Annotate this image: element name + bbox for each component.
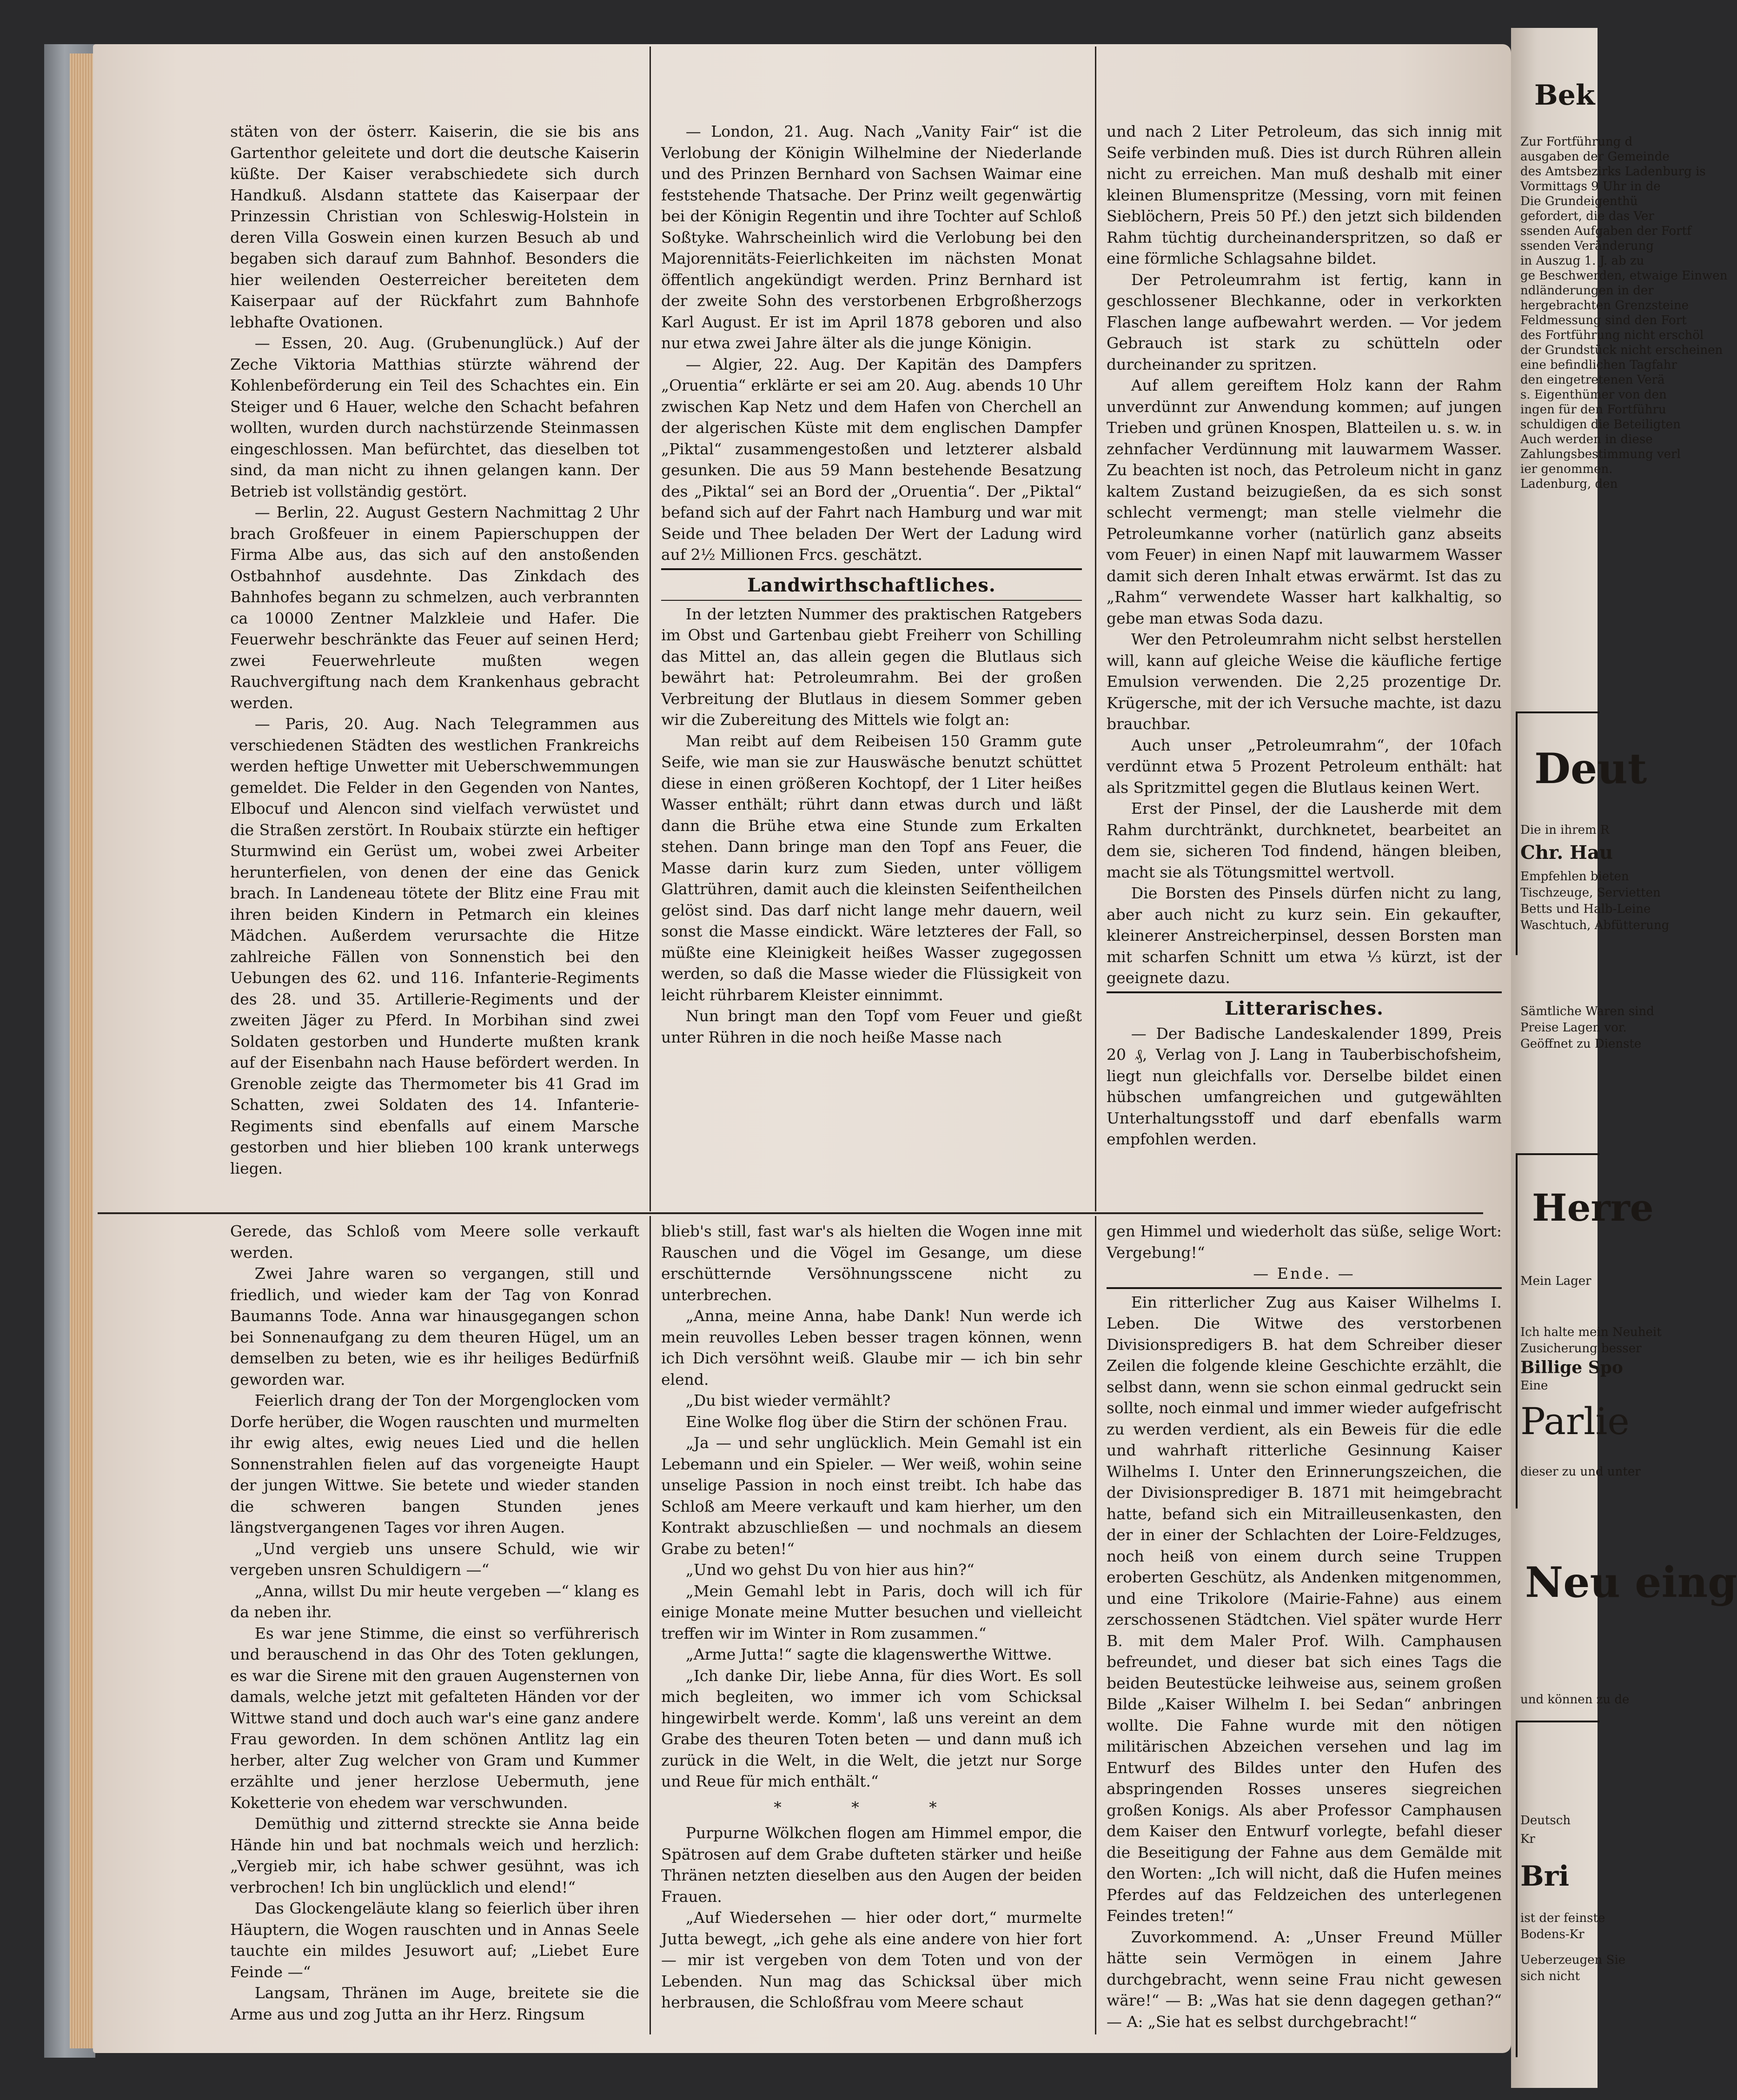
article-paragraph: Auf allem gereiftem Holz kann der Rahm unverdünnt zur Anwendung kommen; auf jungen Trieben und grünen Knospen, Blatteilen u. s. w. in zehnfacher Verdünnung mit lauwarmem Wasser. Zu beachten ist noch, das Petroleum nicht in ganz kaltem Zustand beizugießen, da es sich sonst schlecht vermengt; man stelle vielmehr die Petroleumkanne vorher (natürlich ganz abseits vom Feuer) in einen Napf mit lauwarmem Wasser damit sich deren Inhalt etwas erwärmt. Ist das zu „Rahm“ verwendete Wasser hart kalkhaltig, so gebe man etwas Soda dazu. [1107, 376, 1502, 627]
adjacent-text-line: und können zu de [1520, 1693, 1630, 1707]
adjacent-text-line: Die in ihrem R [1520, 823, 1610, 837]
article-paragraph: In der letzten Nummer des praktischen Ratgebers im Obst und Gartenbau giebt Freiherr von Schilling das Mittel an, das allein gegen die Blutlaus sich bewährt hat: Petroleumrahm. Bei der großen Verbreitung der Blutlaus in diesem Sommer geben wir die Zubereitung des Mittels wie folgt an: [661, 605, 1082, 729]
adjacent-text-line: Zur Fortführung d [1520, 135, 1633, 149]
adjacent-text-line: gefordert, die das Ver [1520, 209, 1654, 223]
adjacent-text-line: Ueberzeugen Sie [1520, 1953, 1626, 1967]
adjacent-text-line: sich nicht [1520, 1969, 1580, 1983]
adjacent-text-line: eine befindlichen Tagfahr [1520, 358, 1677, 372]
adjacent-text-line: Waschtuch, Abfütterung [1520, 918, 1670, 932]
column-3-news [1107, 121, 1502, 1209]
heading-rule [1107, 991, 1502, 993]
story-paragraph: Eine Wolke flog über die Stirn der schönen Frau. [685, 1412, 1068, 1431]
adjacent-text-line: Chr. Hau [1520, 842, 1613, 864]
section-heading-litterarisches: Litterarisches. [1225, 997, 1384, 1019]
adjacent-text-line: der Grundstück nicht erscheinen [1520, 343, 1723, 357]
section-break-stars: * * * [774, 1798, 969, 1816]
adjacent-headline: Neu eing [1525, 1558, 1737, 1607]
story-paragraph: Feierlich drang der Ton der Morgenglocken vom Dorfe herüber, die Wogen rauschten und murmelten ihr ewig altes, ewig neues Lied und die hellen Sonnenstrahlen fielen auf das vorgeneigte Haupt der jungen Wittwe. Sie betete und wieder standen die schweren bangen Stunden jenes längstvergangenen Tages vor ihren Augen. [230, 1391, 639, 1536]
adjacent-text-line: Zusicherung besser [1520, 1342, 1642, 1356]
adjacent-text-line: Mein Lager [1520, 1274, 1591, 1288]
story-paragraph: Demüthig und zitternd streckte sie Anna beide Hände hin und bat nochmals weich und herzlich: „Vergieb mir, ich habe schwer gesühnt, was ich verbrochen! Ich bin unglücklich und elend!“ [230, 1814, 639, 1896]
news-item-london: — London, 21. Aug. Nach „Vanity Fair“ ist die Verlobung der Königin Wilhelmine der Niederlande und des Prinzen Bernhard von Sachsen Waimar eine feststehende Thatsache. Der Prinz weilt gegenwärtig bei der Königin Regentin und ihre Tochter auf Schloß Soßtyke. Wahrscheinlich wird die Verlobung bei den Majorennitäts-Feierlichkeiten im nächsten Monat öffentlich angekündigt werden. Prinz Bernhard ist der zweite Sohn des verstorbenen Erbgroßherzogs Karl August. Er ist im April 1878 geboren und also nur etwa zwei Jahre älter als die junge Königin. [661, 122, 1082, 352]
adjacent-text-line: Betts und Halb-Leine [1520, 902, 1651, 916]
story-paragraph: Es war jene Stimme, die einst so verführerisch und berauschend in das Ohr des Toten geklungen, es war die Sirene mit den grauen Augensternen von damals, welche jetzt mit gefalteten Händen vor der Wittwe stand und doch auch war's eine ganz andere Frau geworden. In dem schönen Antlitz lag ein herber, alter Zug welcher von Gram und Kummer erzählte und jener herzlose Uebermuth, jene Koketterie von ehedem war verschwunden. [230, 1624, 639, 1812]
column-1-story [230, 1221, 639, 2034]
story-paragraph: „Anna, willst Du mir heute vergeben —“ klang es da neben ihr. [230, 1582, 639, 1621]
adjacent-text-line: Tischzeuge, Servietten [1520, 886, 1661, 900]
adjacent-text-line: Zahlungsbestimmung verl [1520, 447, 1681, 461]
adjacent-text-line: Bodens-Kr [1520, 1927, 1585, 1941]
heading-rule [661, 568, 1082, 570]
news-item-paris: — Paris, 20. Aug. Nach Telegrammen aus verschiedenen Städten des westlichen Frankreichs werden heftige Unwetter mit Ueberschwemmungen gemeldet. Die Felder in den Gegenden von Nantes, Elbocuf und Alencon sind vielfach verwüstet und die Straßen zerstört. In Roubaix stürzte ein heftiger Sturmwind ein Gerüst um, wobei zwei Arbeiter herunterfielen, von denen der eine das Genick brach. In Landeneau tötete der Blitz eine Frau mit ihren beiden Kindern in Petmarch ein kleines Mädchen. Außerdem verursachte die Hitze zahlreiche Fällen von Sonnenstich bei den Uebungen des 62. und 116. Infanterie-Regiments des 28. und 35. Artillerie-Regiments und der zweiten Jäger zu Pferd. In Morbihan sind zwei Soldaten gestorben und Hunderte mußten krank auf der Eisenbahn nach Hause befördert werden. In Grenoble zeigte das Thermometer bis 41 Grad im Schatten, zwei Soldaten des 14. Infanterie-Regiments sind ebenfalls auf einem Marsche gestorben und hier blieben 100 krank unterwegs liegen. [230, 715, 639, 1177]
section-heading-landwirthschaft: Landwirthschaftliches. [747, 574, 996, 596]
section-divider [98, 1212, 1483, 1214]
adjacent-headline: Herre [1532, 1186, 1654, 1229]
article-paragraph: Wer den Petroleumrahm nicht selbst herstellen will, kann auf gleiche Weise die käufliche fertige Emulsion verwenden. Die 2,25 prozentige Dr. Krügersche, mit der ich Versuche machte, ist dazu brauchbar. [1107, 630, 1502, 733]
story-paragraph: „Mein Gemahl lebt in Paris, doch will ich für einige Monate meine Mutter besuchen und vielleicht treffen wir im Winter in Rom zusammen.“ [661, 1582, 1082, 1642]
story-paragraph: „Auf Wiedersehen — hier oder dort,“ murmelte Jutta bewegt, „ich gehe als eine andere von hier fort — mir ist vergeben von dem Toten und von der Lebenden. Nun mag das Schicksal über mich herbrausen, die Schloßfrau vom Meere schaut [661, 1908, 1082, 2011]
story-paragraph: blieb's still, fast war's als hielten die Wogen inne mit Rauschen und die Vögel im Gesange, um diese erschütternde Versöhnungsscene nicht zu unterbrechen. [661, 1222, 1082, 1304]
article-paragraph: Auch unser „Petroleumrahm“, der 10fach verdünnt etwa 5 Prozent Petroleum enthält: hat als Spritzmittel gegen die Blutlaus keinen Wert. [1107, 736, 1502, 797]
adjacent-text-line: in Auszug 1. J. ab zu [1520, 254, 1644, 268]
adjacent-text-line: Ich halte mein Neuheit [1520, 1325, 1662, 1339]
article-paragraph: und nach 2 Liter Petroleum, das sich innig mit Seife verbinden muß. Dies ist durch Rühren allein nicht zu erreichen. Man muß deshalb mit einer kleinen Blumenspritze (Messing, vorn mit feinen Sieblöchern, Preis 50 Pf.) den jetzt sich bildenden Rahm tüchtig durcheinanderspritzen, so daß er eine förmliche Schlagsahne bildet. [1107, 122, 1502, 267]
story-paragraph: Das Glockengeläute klang so feierlich über ihren Häuptern, die Wogen rauschten und in Annas Seele tauchte ein mildes Jesuwort auf; „Liebet Eure Feinde —“ [230, 1899, 639, 1981]
adjacent-text-line: Feldmessung sind den Fort [1520, 313, 1687, 327]
adjacent-text-line: Sämtliche Waren sind [1520, 1004, 1654, 1018]
adjacent-text-line: Bri [1520, 1860, 1570, 1893]
column-rule [650, 47, 651, 1211]
adjacent-text-line: Auch werden in diese [1520, 432, 1653, 446]
adjacent-text-line: Kr [1520, 1832, 1535, 1846]
anecdote-kaiser-wilhelm: Ein ritterlicher Zug aus Kaiser Wilhelms I. Leben. Die Witwe des verstorbenen Divisionspredigers B. hat dem Schreiber dieser Zeilen die folgende kleine Geschichte erzählt, die selbst dann, wenn sie schon einmal gedruckt sein sollte, noch einmal und immer wieder aufgefrischt zu werden verdient, als ein Beweis für die edle und wahrhaft ritterliche Gesinnung Kaiser Wilhelms I. Unter den Erinnerungszeichen, die der Divisionsprediger B. 1871 mit heimgebracht hatte, befand sich ein Mitrailleusenkasten, den der in einer der Schlachten der Loire-Feldzuges, noch heiß von einem durch seine Truppen eroberten Geschütz, als Andenken mitgenommen, und eine Trikolore (Mairie-Fahne) aus einem zerschossenen Städtchen. Viel später wurde Herr B. mit dem Maler Prof. Wilh. Camphausen befreundet, und dieser bat sich eines Tags die beiden Beutestücke leihweise aus, seinem großen Bilde „Kaiser Wilhelm I. bei Sedan“ anbringen wollte. Die Fahne wurde mit den nötigen militärischen Abzeichen versehen und lag im Entwurf des Bildes unter den Hufen des abspringenden Rosses unseres siegreichen großen Konigs. Als aber Professor Camphausen dem Kaiser den Entwurf vorlegte, befahl dieser die Beseitigung der Fahne aus dem Gemälde mit den Worten: „Ich will nicht, daß die Hufen meines Pferdes auf das Feldzeichen des unterlegenen Feindes treten!“ [1107, 1293, 1502, 1925]
adjacent-text-line: ssenden Veränderung [1520, 239, 1654, 253]
column-rule [1095, 1216, 1096, 2034]
adjacent-text-line: Billige Spo [1520, 1358, 1623, 1377]
adjacent-text-line: ist der feinste [1520, 1911, 1605, 1925]
newspaper-page [93, 44, 1511, 2053]
column-3-misc [1107, 1221, 1502, 2034]
adjacent-text-line: des Amtsbezirks Ladenburg is [1520, 165, 1706, 179]
article-paragraph: Nun bringt man den Topf vom Feuer und gießt unter Rühren in die noch heiße Masse nach [661, 1007, 1082, 1046]
adjacent-text-line: Eine [1520, 1379, 1548, 1393]
adjacent-text-line: schuldigen die Beteiligten [1520, 418, 1681, 432]
adjacent-text-line: ausgaben der Gemeinde [1520, 150, 1670, 164]
news-item-berlin: — Berlin, 22. August Gestern Nachmittag 2 Uhr brach Großfeuer in einem Papierschuppen der Firma Albe aus, das sich auf den anstoßenden Ostbahnhof ausdehnte. Das Zinkdach des Bahnhofes begann zu schmelzen, auch verbrannten ca 10000 Zentner Malzkleie und Hafer. Die Feuerwehr beschränkte das Feuer auf seinen Herd; zwei Feuerwehrleute mußten wegen Rauchvergiftung nach dem Krankenhaus gebracht werden. [230, 503, 639, 712]
story-paragraph: „Anna, meine Anna, habe Dank! Nun werde ich mein reuvolles Leben besser tragen können, wenn ich Dich versöhnt weiß. Glaube mir — ich bin sehr elend. [661, 1307, 1082, 1389]
adjacent-text-line: ier genommen. [1520, 462, 1613, 476]
article-paragraph: Die Borsten des Pinsels dürfen nicht zu lang, aber auch nicht zu kurz sein. Ein gekaufter, kleinerer Anstreicherpinsel, dessen Borsten man mit scharfen Schnitt um etwa ⅓ kürzt, ist der geeignete dazu. [1107, 884, 1502, 987]
article-paragraph: Man reibt auf dem Reibeisen 150 Gramm gute Seife, wie man sie zur Hauswäsche benutzt schüttet diese in einen größeren Kochtopf, der 1 Liter heißes Wasser enthält; rührt dann etwas durch und läßt dann die Brühe etwa eine Stunde zum Erkalten stehen. Dann bringe man den Topf ans Feuer, die Masse darin kurz zum Sieden, unter völligem Glattrühren, damit auch die kleinsten Seifentheilchen gelöst sind. Das darf nicht lange mehr dauern, weil sonst die Masse eindickt. Wäre letzteres der Fall, so müßte eine Kleinigkeit heißes Wasser zugegossen werden, so daß die Masse wieder die Flüssigkeit von leicht rührbarem Kleister einnimmt. [661, 731, 1082, 1004]
adjacent-text-line: dieser zu und unter [1520, 1465, 1641, 1479]
adjacent-text-line: Die Grundeigenthü [1520, 194, 1638, 208]
article-paragraph: Erst der Pinsel, der die Lausherde mit dem Rahm durchtränkt, durchknetet, bearbeitet an dem sie, sicheren Tod findend, hängen bleiben, macht sie als Tötungsmittel wertvoll. [1107, 799, 1502, 881]
column-1-news [230, 121, 639, 1209]
story-paragraph: gen Himmel und wiederholt das süße, selige Wort: Vergebung!“ [1107, 1222, 1502, 1262]
adjacent-text-line: hergebrachten Grenzsteine [1520, 299, 1689, 312]
column-2-news [661, 121, 1082, 1209]
adjacent-text-line: den eingetretenen Verä [1520, 373, 1665, 387]
adjacent-text-line: Deutsch [1520, 1814, 1571, 1828]
adjacent-headline: Deut [1534, 744, 1647, 793]
adjacent-header: Bek [1534, 79, 1595, 112]
adjacent-text-line: Geöffnet zu Dienste [1520, 1037, 1642, 1051]
story-paragraph: „Und wo gehst Du von hier aus hin?“ [685, 1561, 975, 1579]
adjacent-text-line: Preise Lagen vor. [1520, 1021, 1627, 1035]
story-paragraph: Langsam, Thränen im Auge, breitete sie die Arme aus und zog Jutta an ihr Herz. Ringsum [230, 1984, 639, 2023]
adjacent-text-line: Parlie [1520, 1400, 1630, 1443]
article-paragraph: Der Petroleumrahm ist fertig, kann in geschlossener Blechkanne, oder in verkorkten Flaschen lange aufbewahrt werden. — Vor jedem Gebrauch ist stark zu schütteln oder durcheinander zu spritzen. [1107, 270, 1502, 373]
anecdote-zuvorkommend: Zuvorkommend. A: „Unser Freund Müller hätte sein Vermögen in einem Jahre durchgebracht, wenn seine Frau nicht gewesen wäre!“ — B: „Was hat sie denn dagegen gethan?“ — A: „Sie hat es selbst durchgebracht!“ [1107, 1927, 1502, 2031]
story-paragraph: Purpurne Wölkchen flogen am Himmel empor, die Spätrosen auf dem Grabe dufteten stärker und heiße Thränen netzten dieselben aus den Augen der beiden Frauen. [661, 1824, 1082, 1906]
story-paragraph: Zwei Jahre waren so vergangen, still und friedlich, und wieder kam der Tag von Konrad Baumanns Tode. Anna war hinausgegangen schon bei Sonnenaufgang zu dem theuren Hügel, um an demselben zu beten, wie es ihr heiliges Bedürfniß geworden war. [230, 1264, 639, 1389]
adjacent-text-line: ingen für den Fortführu [1520, 403, 1666, 417]
story-end-marker: — Ende. — [1253, 1264, 1355, 1283]
adjacent-text-line: ge Beschwerden, etwaige Einwen [1520, 269, 1728, 283]
adjacent-text-line: ndländerungen in der [1520, 284, 1654, 298]
heading-rule [1107, 1287, 1502, 1289]
story-paragraph: „Du bist wieder vermählt? [685, 1391, 891, 1409]
news-item-algier: — Algier, 22. Aug. Der Kapitän des Dampfers „Oruentia“ erklärte er sei am 20. Aug. abends 10 Uhr zwischen Kap Netz und dem Hafen von Cherchell an der algerischen Küste mit dem englischen Dampfer „Piktal“ zusammengestoßen und letzterer alsbald gesunken. Die aus 59 Mann bestehende Besatzung des „Piktal“ sei an Bord der „Oruentia“. Der „Piktal“ befand sich auf der Fahrt nach Hamburg und war mit Seide und Thee beladen Der Wert der Ladung wird auf 2½ Millionen Frcs. geschätzt. [661, 355, 1082, 564]
adjacent-text-line: s. Eigenthümer von den [1520, 388, 1667, 402]
story-paragraph: Gerede, das Schloß vom Meere solle verkauft werden. [230, 1222, 639, 1262]
adjacent-page-fragment [1511, 28, 1737, 2088]
adjacent-text-line: Empfehlen bieten [1520, 870, 1629, 884]
adjacent-text-line: ssenden Aufgaben der Fortf [1520, 224, 1691, 238]
story-paragraph: „Arme Jutta!“ sagte die klagenswerthe Wittwe. [685, 1645, 1052, 1663]
literature-notice: — Der Badische Landeskalender 1899, Preis 20 ₰, Verlag von J. Lang in Tauberbischofsheim, liegt nun gleichfalls vor. Derselbe bildet einen hübschen umfangreichen und gutgewählten Unterhaltungsstoff und darf ebenfalls warm empfohlen werden. [1107, 1024, 1502, 1148]
story-paragraph: „Und vergieb uns unsere Schuld, wie wir vergeben unsren Schuldigern —“ [230, 1539, 639, 1579]
column-rule [1095, 47, 1096, 1211]
heading-rule [661, 600, 1082, 601]
news-item-essen: — Essen, 20. Aug. (Grubenunglück.) Auf der Zeche Viktoria Matthias stürzte während der Kohlenbeförderung ein Teil des Schachtes ein. Ein Steiger und 6 Hauer, welche den Schacht befahren wollten, wurden durch nachstürzende Steinmassen eingeschlossen. Man befürchtet, das dieselben tot sind, da man nicht zu ihnen gelangen kann. Der Betrieb ist vollständig gestört. [230, 334, 639, 500]
article-paragraph: stäten von der österr. Kaiserin, die sie bis ans Gartenthor geleitete und dort die deutsche Kaiserin küßte. Der Kaiser verabschiedete sich durch Handkuß. Alsdann stattete das Kaiserpaar der Prinzessin Christian von Schleswig-Holstein in deren Villa Goswein einen kurzen Besuch ab und begaben sich darauf zum Bahnhof. Besonders die hier weilenden Oesterreicher bereiteten dem Kaiserpaar auf der Rückfahrt zum Bahnhofe lebhafte Ovationen. [230, 122, 639, 331]
adjacent-text-line: Vormittags 9 Uhr in de [1520, 179, 1661, 193]
story-paragraph: „Ja — und sehr unglücklich. Mein Gemahl ist ein Lebemann und ein Spieler. — Wer weiß, wohin seine unselige Passion in noch einst treibt. Ich habe das Schloß am Meere verkauft und kam hierher, um den Kontrakt abzuschließen — und nochmals an diesem Grabe zu beten!“ [661, 1434, 1082, 1558]
adjacent-text-line: des Fortführung nicht erschöl [1520, 328, 1704, 342]
column-2-story [661, 1221, 1082, 2034]
adjacent-text-line: Ladenburg, den [1520, 477, 1618, 491]
column-rule [650, 1216, 651, 2034]
story-paragraph: „Ich danke Dir, liebe Anna, für dies Wort. Es soll mich begleiten, wo immer ich vom Schicksal hingewirbelt werde. Komm', laß uns vereint an dem Grabe des theuren Toten beten — und dann muß ich zurück in die Welt, in die Welt, die jetzt nur Sorge und Reue für mich enthält.“ [661, 1666, 1082, 1790]
